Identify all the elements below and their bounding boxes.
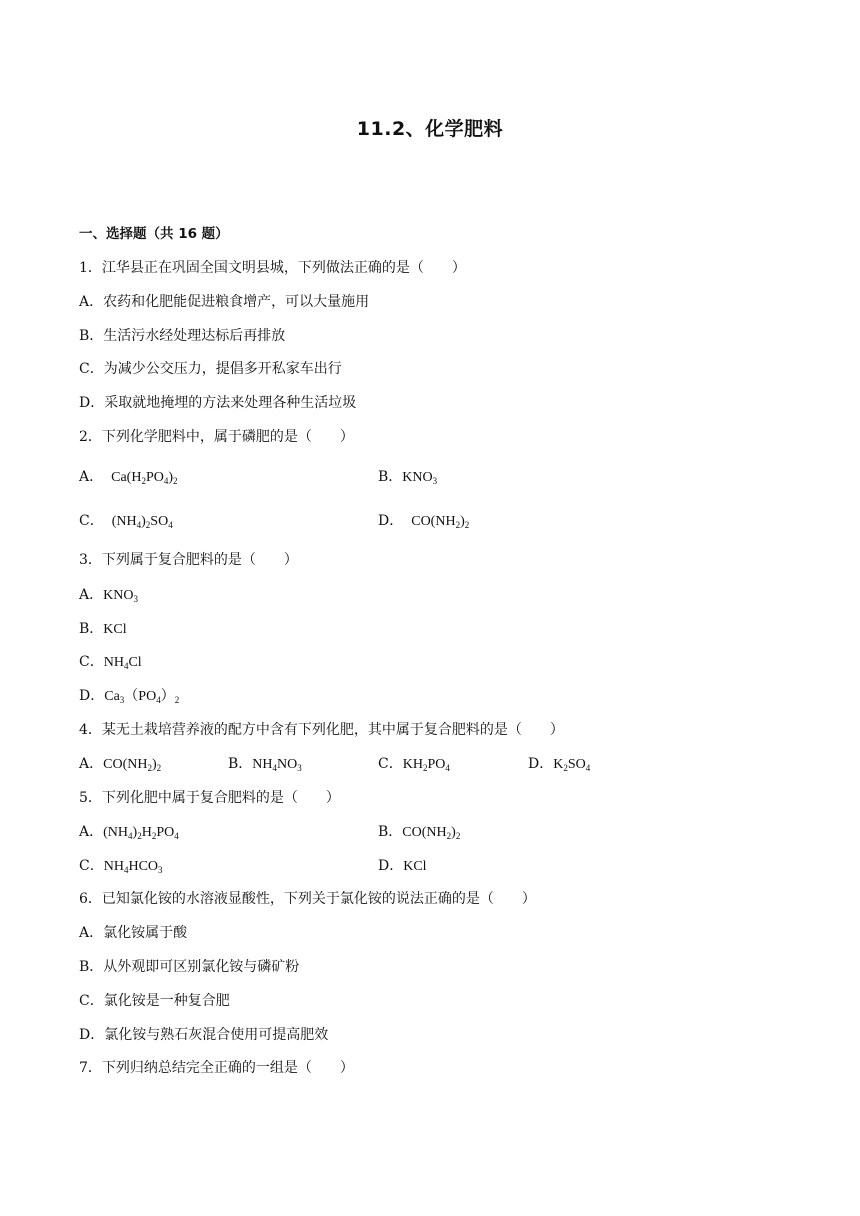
option-label: B． xyxy=(79,621,104,637)
question-1-option-b: B．生活污水经处理达标后再排放 xyxy=(79,328,286,344)
formula: $KH_2PO_4$ xyxy=(402,757,450,773)
option-label: A． xyxy=(79,587,104,603)
question-4-option-a xyxy=(79,754,161,775)
question-5-option-a xyxy=(79,822,179,843)
option-label: C． xyxy=(378,756,403,772)
question-4-option-c xyxy=(378,754,450,775)
question-5-stem: 5．下列化肥中属于复合肥料的是（ ） xyxy=(79,790,340,806)
question-6-stem: 6．已知氯化铵的水溶液显酸性，下列关于氯化铵的说法正确的是（ ） xyxy=(79,891,536,907)
formula: $(NH_4)_2H_2PO_4$ xyxy=(103,825,179,841)
formula: $KNO_3$ xyxy=(103,588,138,604)
option-label: D． xyxy=(528,756,554,772)
formula: $NH_4NO_3$ xyxy=(252,757,302,773)
question-3-option-d xyxy=(79,686,179,707)
option-label: B． xyxy=(228,756,253,772)
question-6-option-d: D．氯化铵与熟石灰混合使用可提高肥效 xyxy=(79,1027,329,1043)
question-4-option-b xyxy=(228,754,302,775)
question-1-option-c: C．为减少公交压力，提倡多开私家车出行 xyxy=(79,361,342,377)
question-2-option-c xyxy=(79,511,173,532)
question-3-option-c xyxy=(79,652,142,673)
formula: $NH_4HCO_3$ xyxy=(103,859,163,875)
option-label: C． xyxy=(79,858,104,874)
question-2-option-a xyxy=(79,467,178,488)
question-2-option-b xyxy=(378,467,437,488)
question-3-option-b xyxy=(79,619,127,640)
question-4-stem: 4．某无土栽培营养液的配方中含有下列化肥，其中属于复合肥料的是（ ） xyxy=(79,722,564,738)
formula: $NH_4Cl$ xyxy=(103,655,142,671)
option-label: A． xyxy=(79,756,104,772)
question-1-option-a: A．农药和化肥能促进粮食增产，可以大量施用 xyxy=(79,294,370,310)
question-6-option-a: A．氯化铵属于酸 xyxy=(79,925,188,941)
option-label: B． xyxy=(378,469,403,485)
formula: $(NH_4)_2SO_4$ xyxy=(111,514,173,530)
question-2-option-d xyxy=(378,511,469,532)
option-label: C． xyxy=(79,654,104,670)
formula: $CO(NH_2)_2$ xyxy=(411,514,470,530)
question-6-option-c: C．氯化铵是一种复合肥 xyxy=(79,993,230,1009)
option-label: D． xyxy=(378,858,404,874)
option-label: B． xyxy=(378,824,403,840)
formula: $CO(NH_2)_2$ xyxy=(402,825,461,841)
formula: $Ca(H_2PO_4)_2$ xyxy=(111,470,178,486)
option-label: A． xyxy=(79,469,104,485)
question-7-stem: 7．下列归纳总结完全正确的一组是（ ） xyxy=(79,1060,354,1076)
question-3-stem: 3．下列属于复合肥料的是（ ） xyxy=(79,552,298,568)
question-3-option-a xyxy=(79,585,138,606)
formula: KCl xyxy=(103,622,127,637)
page-title: 11.2、化学肥料 xyxy=(356,118,504,140)
question-5-option-d xyxy=(378,856,427,877)
option-label: D． xyxy=(79,688,105,704)
option-label: A． xyxy=(79,824,104,840)
question-2-stem: 2．下列化学肥料中，属于磷肥的是（ ） xyxy=(79,429,354,445)
question-6-option-b: B．从外观即可区别氯化铵与磷矿粉 xyxy=(79,959,300,975)
formula: KCl xyxy=(403,859,427,874)
formula: $Ca_3(PO_4)_2$ xyxy=(104,689,180,705)
option-label: D． xyxy=(378,513,404,529)
question-1-option-d: D．采取就地掩埋的方法来处理各种生活垃圾 xyxy=(79,395,357,411)
option-label: C． xyxy=(79,513,104,529)
section-heading: 一、选择题（共 16 题） xyxy=(79,226,229,242)
question-4-option-d xyxy=(528,754,590,775)
formula: $K_2SO_4$ xyxy=(553,757,591,773)
formula: $KNO_3$ xyxy=(402,470,438,486)
question-1-stem: 1．江华县正在巩固全国文明县城，下列做法正确的是（ ） xyxy=(79,260,466,276)
formula: $CO(NH_2)_2$ xyxy=(103,757,162,773)
question-5-option-b xyxy=(378,822,460,843)
question-5-option-c xyxy=(79,856,163,877)
